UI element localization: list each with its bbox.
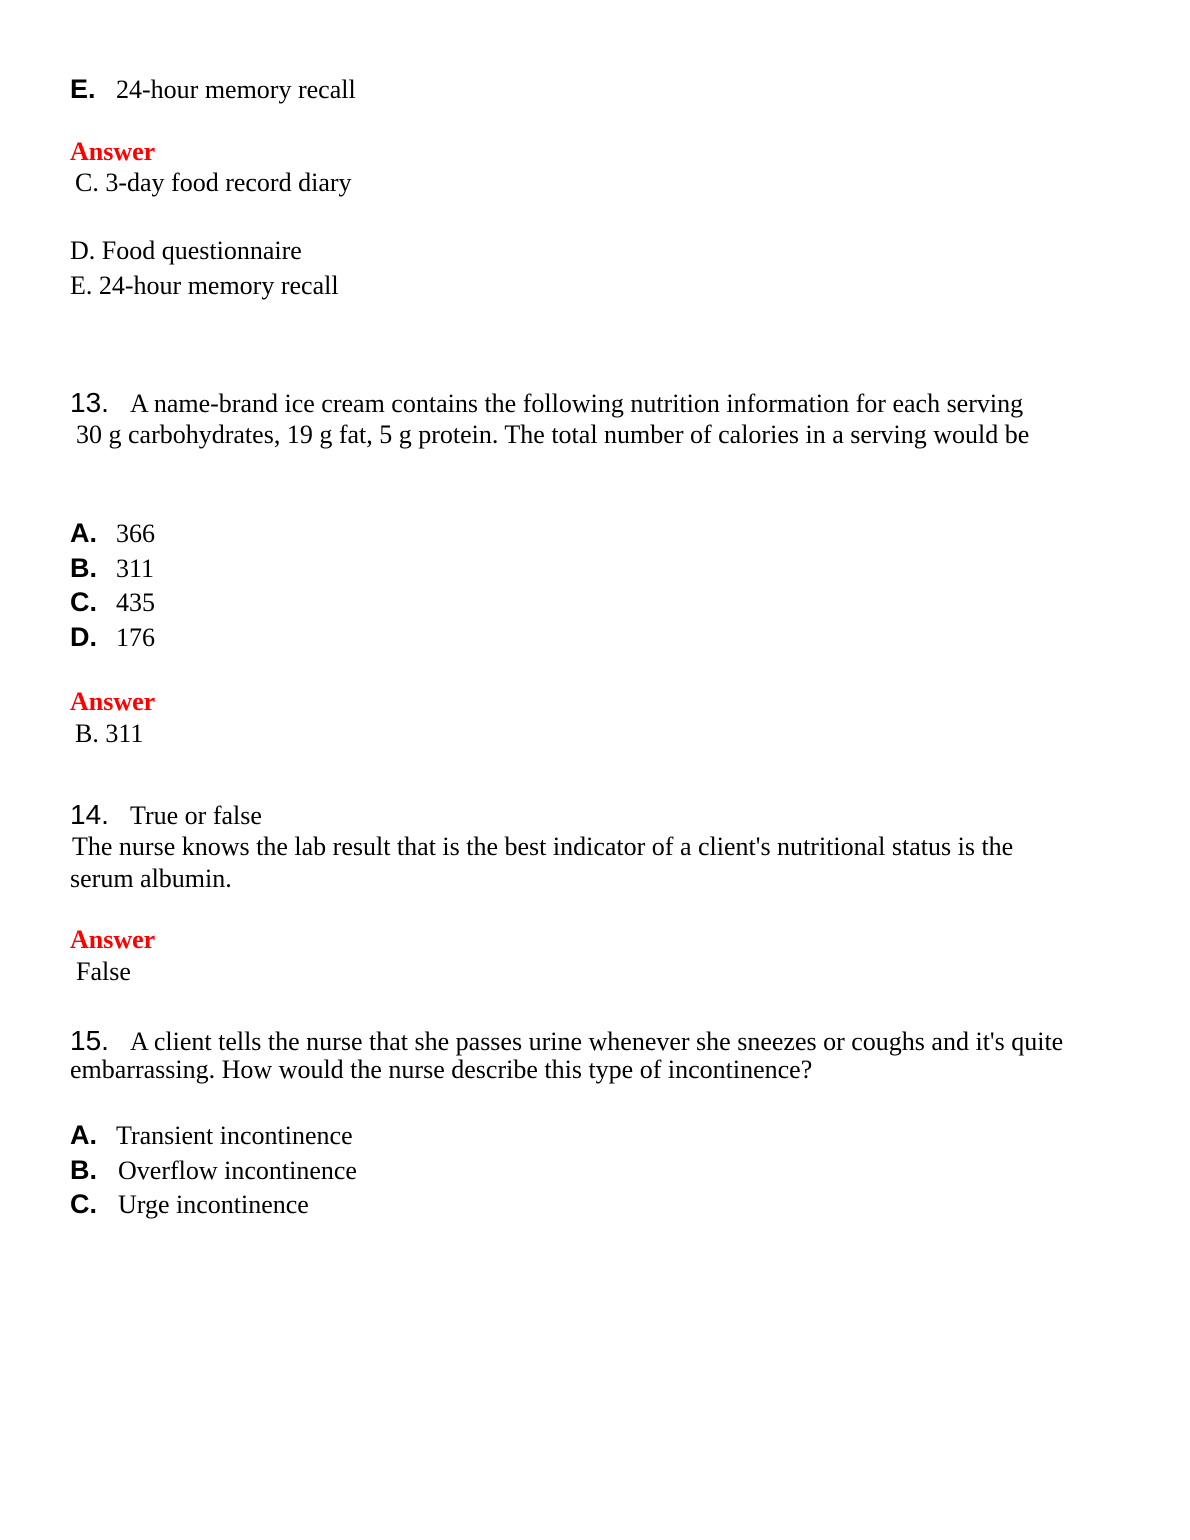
question-number: 15.: [70, 1025, 109, 1056]
question-14-stem-line1: The nurse knows the lab result that is the best indicator of a client's nutritional status is the: [72, 832, 1014, 861]
question-15-stem-line2: embarrassing. How would the nurse describe this type of incontinence?: [70, 1055, 813, 1084]
question-15-stem-line1: [70, 1026, 1063, 1057]
option-letter: B.: [70, 553, 97, 583]
prev-question-option-e: [70, 74, 356, 105]
option-c[interactable]: [70, 587, 155, 618]
option-b[interactable]: [70, 553, 154, 584]
question-13-stem-line1: [70, 388, 1023, 419]
question-title: True or false: [130, 801, 262, 830]
option-letter: B.: [70, 1155, 97, 1185]
option-text: 366: [116, 519, 155, 548]
option-text: Urge incontinence: [118, 1190, 309, 1219]
option-letter: A.: [70, 518, 97, 548]
option-text: Overflow incontinence: [118, 1156, 357, 1185]
option-letter: E.: [70, 74, 96, 104]
answer-label: Answer: [70, 137, 156, 166]
option-c[interactable]: [70, 1189, 309, 1220]
option-letter: A.: [70, 1120, 97, 1150]
option-text: 24-hour memory recall: [116, 75, 356, 104]
answer-text: False: [76, 957, 131, 986]
question-14-stem-line2: serum albumin.: [70, 864, 232, 893]
option-a[interactable]: [70, 1120, 353, 1151]
answer-text: C. 3-day food record diary: [75, 168, 352, 197]
option-letter: D.: [70, 622, 97, 652]
option-a[interactable]: [70, 518, 155, 549]
option-text: 311: [116, 554, 155, 583]
answer-label: Answer: [70, 687, 156, 716]
question-14-title: [70, 800, 262, 831]
question-number: 14.: [70, 799, 109, 830]
option-text: Transient incontinence: [116, 1121, 353, 1150]
option-text: 176: [116, 623, 155, 652]
question-number: 13.: [70, 387, 109, 418]
answer-label: Answer: [70, 925, 156, 954]
question-13-stem-line2: 30 g carbohydrates, 19 g fat, 5 g protein. The total number of calories in a serving would be: [76, 420, 1030, 449]
answer-text: B. 311: [75, 719, 144, 748]
option-letter: C.: [70, 587, 97, 617]
question-text: A client tells the nurse that she passes urine whenever she sneezes or coughs and it's quite: [130, 1027, 1064, 1056]
answer-text: D. Food questionnaire: [70, 236, 302, 265]
answer-text: E. 24-hour memory recall: [70, 271, 339, 300]
option-d[interactable]: [70, 622, 155, 653]
option-letter: C.: [70, 1189, 97, 1219]
option-b[interactable]: [70, 1155, 357, 1186]
question-text: A name-brand ice cream contains the following nutrition information for each serving: [130, 389, 1024, 418]
option-text: 435: [116, 588, 155, 617]
